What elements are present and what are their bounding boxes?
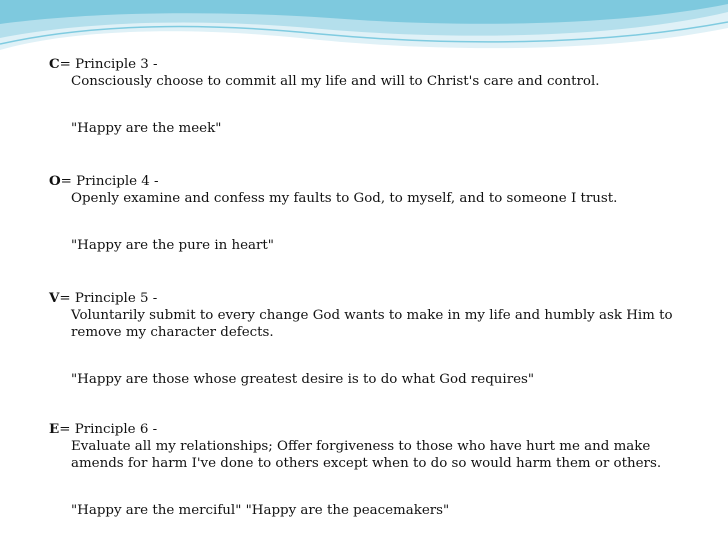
beatitude-quote: "Happy are the meek" bbox=[71, 121, 222, 136]
section-heading bbox=[49, 173, 699, 190]
principle-label: = Principle 5 - bbox=[59, 291, 158, 306]
spacer bbox=[49, 388, 699, 421]
section-letter: V bbox=[49, 290, 60, 306]
principle-text-line: amends for harm I've done to others except when to do so would harm them or others. bbox=[71, 456, 662, 471]
principle-label: = Principle 6 - bbox=[59, 422, 158, 437]
principle-text-line: remove my character defects. bbox=[71, 325, 274, 340]
principle-label: = Principle 4 - bbox=[60, 174, 159, 189]
beatitude-quote: "Happy are the pure in heart" bbox=[71, 238, 274, 253]
beatitude-quote: "Happy are the merciful" "Happy are the peacemakers" bbox=[71, 503, 450, 518]
section-letter: C bbox=[49, 56, 60, 72]
principle-text: Consciously choose to commit all my life and will to Christ's care and control. bbox=[71, 74, 600, 89]
section-v bbox=[49, 290, 699, 388]
section-heading bbox=[49, 290, 699, 307]
header-wave-decoration bbox=[0, 0, 728, 62]
spacer bbox=[49, 137, 699, 173]
principle-text-line: Evaluate all my relationships; Offer forgiveness to those who have hurt me and make bbox=[71, 439, 651, 454]
principle-text-line: Voluntarily submit to every change God wants to make in my life and humbly ask Him to bbox=[71, 308, 673, 323]
section-letter: E bbox=[49, 421, 60, 437]
slide-content bbox=[49, 56, 699, 519]
section-c bbox=[49, 56, 699, 137]
beatitude-quote: "Happy are those whose greatest desire is to do what God requires" bbox=[71, 372, 535, 387]
section-heading bbox=[49, 421, 699, 438]
section-letter: O bbox=[49, 173, 61, 189]
section-heading bbox=[49, 56, 699, 73]
spacer bbox=[49, 254, 699, 290]
principle-label: = Principle 3 - bbox=[59, 57, 158, 72]
section-e bbox=[49, 421, 699, 519]
principle-text: Openly examine and confess my faults to God, to myself, and to someone I trust. bbox=[71, 191, 618, 206]
section-o bbox=[49, 173, 699, 254]
